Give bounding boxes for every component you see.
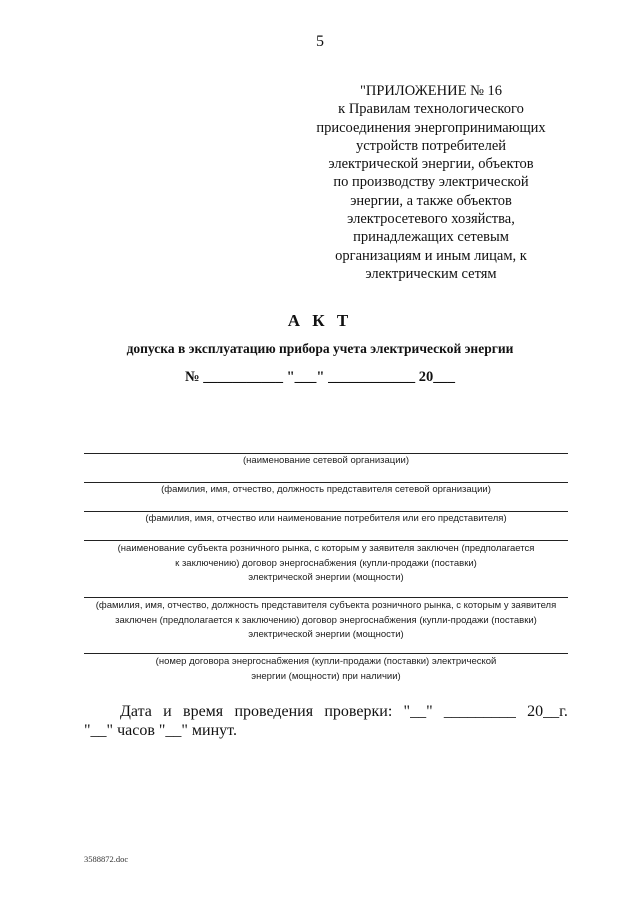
appendix-line: электрической энергии, объектов <box>328 156 534 173</box>
caption-line: энергии (мощности) при наличии) <box>251 670 401 682</box>
appendix-line: присоединения энергопринимающих <box>316 119 546 136</box>
act-subtitle: допуска в эксплуатацию прибора учета электрической энергии <box>126 341 514 356</box>
inspection-year-blank[interactable]: 20__г. <box>527 703 568 720</box>
appendix-line: электрическим сетям <box>365 265 497 282</box>
caption-contract-number <box>84 655 568 684</box>
inspection-month-blank[interactable]: _________ <box>443 703 516 720</box>
inspection-word: Дата <box>120 703 152 720</box>
caption-line: (наименование сетевой организации) <box>243 455 409 466</box>
appendix-line: устройств потребителей <box>355 137 507 154</box>
act-title: А К Т <box>287 311 353 330</box>
inspection-word: время <box>183 703 224 720</box>
caption-line: (наименование субъекта розничного рынка, с которым у заявителя заключен (предполагается <box>117 543 535 554</box>
page-number: 5 <box>316 33 324 50</box>
inspection-day-blank[interactable]: "__" <box>403 703 433 720</box>
caption-line: (фамилия, имя, отчество, должность представителя сетевой организации) <box>161 484 491 495</box>
inspection-word: проведения <box>234 703 314 720</box>
inspection-word: и <box>163 703 172 720</box>
appendix-line: энергии, а также объектов <box>350 192 512 209</box>
appendix-line: по производству электрической <box>333 174 529 191</box>
appendix-line: "ПРИЛОЖЕНИЕ № 16 <box>359 83 503 99</box>
caption-line: (фамилия, имя, отчество или наименование потребителя или его представителя) <box>145 513 507 524</box>
caption-consumer <box>84 512 568 527</box>
caption-line: заключен (предполагается к заключению) договор энергоснабжения (купли-продажи (поставки) <box>115 614 537 626</box>
fill-line-retail-subject[interactable] <box>84 540 568 541</box>
caption-line: (номер договора энергоснабжения (купли-продажи (поставки) электрической <box>155 656 497 667</box>
appendix-line: принадлежащих сетевым <box>353 229 509 246</box>
inspection-time-line: "__" часов "__" минут. <box>84 722 237 739</box>
caption-line: (фамилия, имя, отчество, должность представителя субъекта розничного рынка, с которым у заявителя <box>95 600 557 611</box>
caption-line: к заключению) договор энергоснабжения (купли-продажи (поставки) <box>175 557 477 569</box>
act-number-line: № ___________ "___" ____________ 20___ <box>185 369 455 385</box>
fill-line-contract-number[interactable] <box>84 653 568 654</box>
caption-network-representative <box>84 483 568 498</box>
inspection-date-line <box>120 703 568 721</box>
appendix-header <box>300 82 562 283</box>
document-code: 3588872.doc <box>84 854 129 864</box>
appendix-line: организациям и иным лицам, к <box>335 247 527 264</box>
caption-retail-representative <box>84 599 568 643</box>
appendix-line: к Правилам технологического <box>338 101 524 118</box>
caption-line: электрической энергии (мощности) <box>248 629 404 640</box>
caption-line: электрической энергии (мощности) <box>248 572 404 583</box>
caption-network-organization <box>84 454 568 469</box>
caption-retail-subject <box>84 542 568 586</box>
fill-line-retail-representative[interactable] <box>84 597 568 598</box>
inspection-word: проверки: <box>324 703 393 720</box>
appendix-line: электросетевого хозяйства, <box>347 211 515 228</box>
